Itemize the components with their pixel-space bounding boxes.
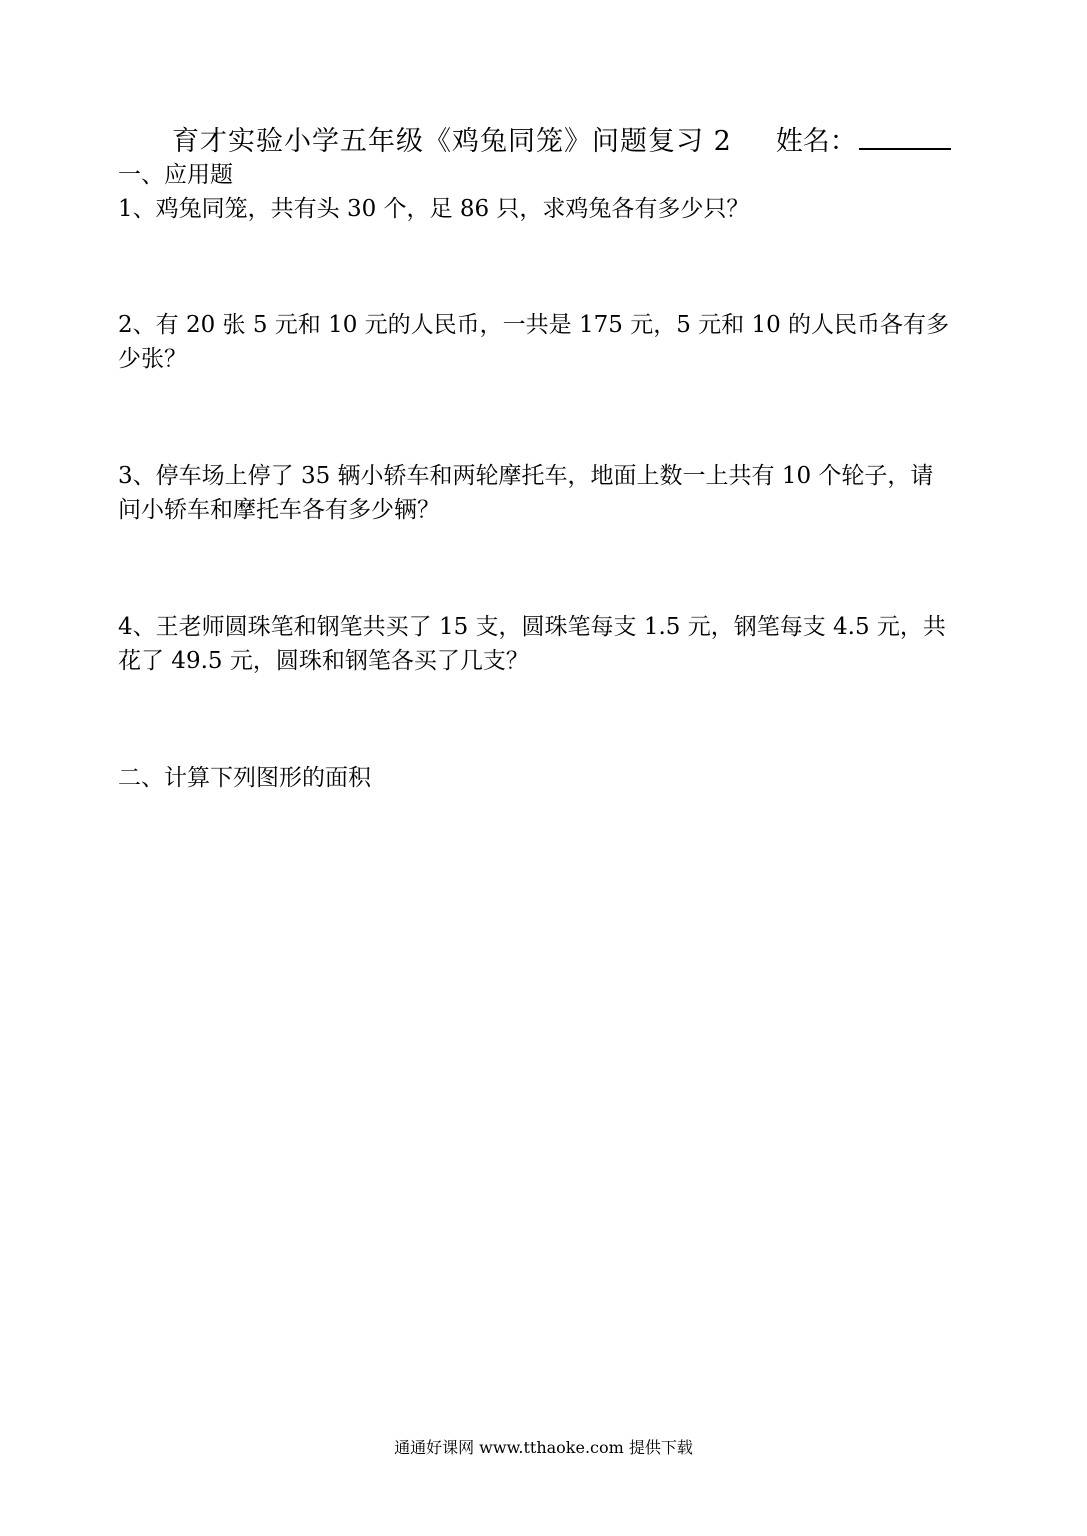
question-4-line-1: 4、王老师圆珠笔和钢笔共买了 15 支，圆珠笔每支 1.5 元，钢笔每支 4.5 元，共 (118, 614, 946, 640)
question-1-line-1: 1、鸡兔同笼，共有头 30 个，足 86 只，求鸡兔各有多少只？ (118, 196, 750, 222)
name-blank-line[interactable] (859, 118, 951, 150)
question-2-line-1: 2、有 20 张 5 元和 10 元的人民币，一共是 175 元，5 元和 10 的人民币各有多 (118, 312, 950, 338)
section-heading-area: 二、计算下列图形的面积 (118, 765, 371, 791)
footer-credit: 通通好课网 www.tthaoke.com 提供下载 (394, 1438, 693, 1457)
worksheet-title: 育才实验小学五年级《鸡兔同笼》问题复习 2 (172, 126, 732, 157)
title-row (172, 118, 992, 162)
question-3-line-1: 3、停车场上停了 35 辆小轿车和两轮摩托车，地面上数一上共有 10 个轮子，请 (118, 463, 934, 489)
question-3-line-2: 问小轿车和摩托车各有多少辆？ (118, 497, 440, 523)
question-2-line-2: 少张？ (118, 346, 187, 372)
section-heading-applied-problems: 一、应用题 (118, 162, 233, 188)
question-4-line-2: 花了 49.5 元，圆珠和钢笔各买了几支？ (118, 648, 529, 674)
name-label: 姓名： (775, 126, 857, 157)
